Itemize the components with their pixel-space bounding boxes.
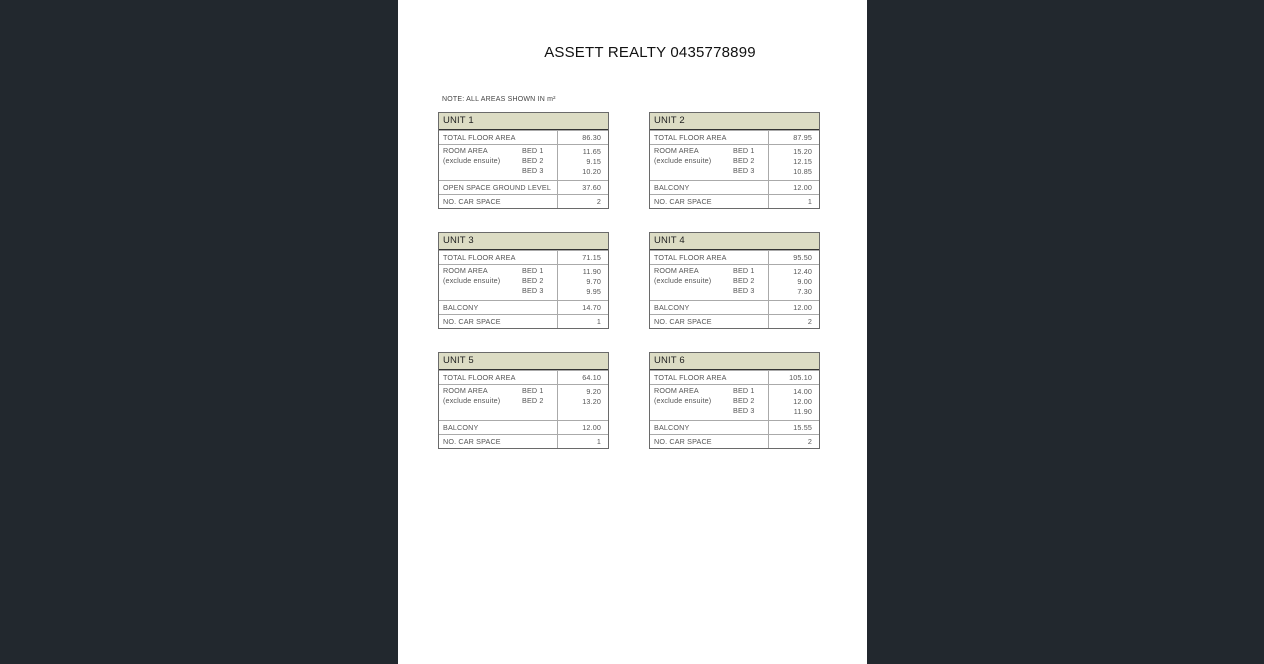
bed-value: 9.70 bbox=[586, 276, 601, 286]
bed-value: 14.00 bbox=[793, 387, 812, 396]
car-space-label: NO. CAR SPACE bbox=[443, 197, 501, 206]
unit-title: UNIT 6 bbox=[650, 353, 819, 370]
bed-label: BED 3 bbox=[733, 165, 755, 175]
extra-area-row bbox=[439, 300, 608, 314]
total-floor-row bbox=[439, 130, 608, 144]
unit-title: UNIT 1 bbox=[439, 113, 608, 130]
extra-area-value: 15.55 bbox=[768, 421, 819, 434]
extra-area-label: BALCONY bbox=[654, 183, 690, 192]
document-page bbox=[398, 0, 867, 664]
bed-value: 9.15 bbox=[586, 156, 601, 166]
total-floor-label: TOTAL FLOOR AREA bbox=[443, 373, 516, 382]
car-space-value: 1 bbox=[557, 435, 608, 448]
bed-label: BED 2 bbox=[733, 275, 755, 285]
bed-label: BED 2 bbox=[733, 155, 755, 165]
extra-area-row bbox=[650, 180, 819, 194]
unit-table bbox=[438, 112, 609, 209]
bed-value: 7.30 bbox=[797, 286, 812, 296]
bed-label: BED 3 bbox=[733, 405, 755, 415]
room-area-row bbox=[650, 264, 819, 300]
room-area-sublabel: (exclude ensuite) bbox=[443, 395, 501, 405]
car-space-label: NO. CAR SPACE bbox=[443, 437, 501, 446]
car-space-row bbox=[650, 314, 819, 328]
total-floor-label: TOTAL FLOOR AREA bbox=[654, 133, 727, 142]
bed-label: BED 1 bbox=[522, 386, 544, 395]
total-floor-value: 86.30 bbox=[557, 131, 608, 144]
total-floor-value: 87.95 bbox=[768, 131, 819, 144]
room-area-sublabel: (exclude ensuite) bbox=[654, 395, 712, 405]
unit-table bbox=[438, 352, 609, 449]
total-floor-label: TOTAL FLOOR AREA bbox=[654, 253, 727, 262]
total-floor-row bbox=[650, 370, 819, 384]
page-title: ASSETT REALTY 0435778899 bbox=[544, 44, 756, 61]
unit-table bbox=[649, 352, 820, 449]
total-floor-label: TOTAL FLOOR AREA bbox=[443, 133, 516, 142]
room-area-sublabel: (exclude ensuite) bbox=[443, 275, 501, 285]
room-area-sublabel: (exclude ensuite) bbox=[443, 155, 501, 165]
extra-area-row bbox=[439, 420, 608, 434]
bed-value: 13.20 bbox=[582, 396, 601, 406]
bed-label: BED 1 bbox=[733, 386, 755, 395]
car-space-value: 2 bbox=[768, 435, 819, 448]
bed-label: BED 3 bbox=[733, 285, 755, 295]
total-floor-row bbox=[650, 130, 819, 144]
bed-value: 9.00 bbox=[797, 276, 812, 286]
total-floor-row bbox=[439, 250, 608, 264]
unit-title: UNIT 4 bbox=[650, 233, 819, 250]
car-space-value: 1 bbox=[557, 315, 608, 328]
total-floor-row bbox=[439, 370, 608, 384]
unit-table bbox=[649, 232, 820, 329]
total-floor-value: 95.50 bbox=[768, 251, 819, 264]
room-area-label: ROOM AREA bbox=[443, 266, 488, 275]
room-area-label: ROOM AREA bbox=[654, 386, 699, 395]
bed-value: 12.00 bbox=[793, 396, 812, 406]
total-floor-label: TOTAL FLOOR AREA bbox=[654, 373, 727, 382]
unit-table bbox=[438, 232, 609, 329]
car-space-label: NO. CAR SPACE bbox=[654, 317, 712, 326]
extra-area-row bbox=[650, 300, 819, 314]
car-space-label: NO. CAR SPACE bbox=[654, 437, 712, 446]
unit-title: UNIT 5 bbox=[439, 353, 608, 370]
bed-value: 10.85 bbox=[793, 166, 812, 176]
bed-label: BED 1 bbox=[733, 266, 755, 275]
car-space-row bbox=[439, 314, 608, 328]
extra-area-row bbox=[439, 180, 608, 194]
bed-label: BED 2 bbox=[522, 395, 544, 405]
total-floor-value: 71.15 bbox=[557, 251, 608, 264]
room-area-sublabel: (exclude ensuite) bbox=[654, 275, 712, 285]
unit-table bbox=[649, 112, 820, 209]
total-floor-label: TOTAL FLOOR AREA bbox=[443, 253, 516, 262]
room-area-label: ROOM AREA bbox=[654, 266, 699, 275]
total-floor-value: 105.10 bbox=[768, 371, 819, 384]
bed-value: 11.90 bbox=[793, 406, 812, 416]
area-note: NOTE: ALL AREAS SHOWN IN m² bbox=[442, 96, 556, 103]
room-area-row bbox=[650, 144, 819, 180]
bed-label: BED 2 bbox=[522, 275, 544, 285]
bed-label: BED 1 bbox=[522, 266, 544, 275]
car-space-row bbox=[650, 434, 819, 448]
bed-label: BED 1 bbox=[522, 146, 544, 155]
car-space-row bbox=[650, 194, 819, 208]
bed-label: BED 3 bbox=[522, 165, 544, 175]
room-area-row bbox=[439, 384, 608, 420]
extra-area-label: BALCONY bbox=[443, 423, 479, 432]
extra-area-label: BALCONY bbox=[654, 423, 690, 432]
room-area-label: ROOM AREA bbox=[654, 146, 699, 155]
room-area-label: ROOM AREA bbox=[443, 146, 488, 155]
bed-value: 15.20 bbox=[793, 147, 812, 156]
extra-area-value: 12.00 bbox=[557, 421, 608, 434]
room-area-row bbox=[439, 264, 608, 300]
unit-title: UNIT 2 bbox=[650, 113, 819, 130]
bed-value: 9.95 bbox=[586, 286, 601, 296]
bed-label: BED 1 bbox=[733, 146, 755, 155]
extra-area-label: BALCONY bbox=[654, 303, 690, 312]
bed-value: 11.65 bbox=[582, 147, 601, 156]
car-space-row bbox=[439, 194, 608, 208]
extra-area-value: 12.00 bbox=[768, 181, 819, 194]
total-floor-value: 64.10 bbox=[557, 371, 608, 384]
room-area-sublabel: (exclude ensuite) bbox=[654, 155, 712, 165]
bed-value: 9.20 bbox=[586, 387, 601, 396]
extra-area-label: OPEN SPACE GROUND LEVEL bbox=[443, 183, 551, 192]
car-space-label: NO. CAR SPACE bbox=[443, 317, 501, 326]
extra-area-value: 14.70 bbox=[557, 301, 608, 314]
car-space-value: 2 bbox=[768, 315, 819, 328]
bed-label: BED 2 bbox=[522, 155, 544, 165]
room-area-row bbox=[439, 144, 608, 180]
bed-value: 10.20 bbox=[582, 166, 601, 176]
bed-value: 11.90 bbox=[582, 267, 601, 276]
room-area-label: ROOM AREA bbox=[443, 386, 488, 395]
bed-label: BED 3 bbox=[522, 285, 544, 295]
unit-title: UNIT 3 bbox=[439, 233, 608, 250]
extra-area-value: 12.00 bbox=[768, 301, 819, 314]
room-area-row bbox=[650, 384, 819, 420]
car-space-label: NO. CAR SPACE bbox=[654, 197, 712, 206]
bed-value: 12.15 bbox=[793, 156, 812, 166]
extra-area-row bbox=[650, 420, 819, 434]
bed-label: BED 2 bbox=[733, 395, 755, 405]
extra-area-value: 37.60 bbox=[557, 181, 608, 194]
car-space-value: 2 bbox=[557, 195, 608, 208]
car-space-value: 1 bbox=[768, 195, 819, 208]
total-floor-row bbox=[650, 250, 819, 264]
bed-value: 12.40 bbox=[793, 267, 812, 276]
extra-area-label: BALCONY bbox=[443, 303, 479, 312]
car-space-row bbox=[439, 434, 608, 448]
